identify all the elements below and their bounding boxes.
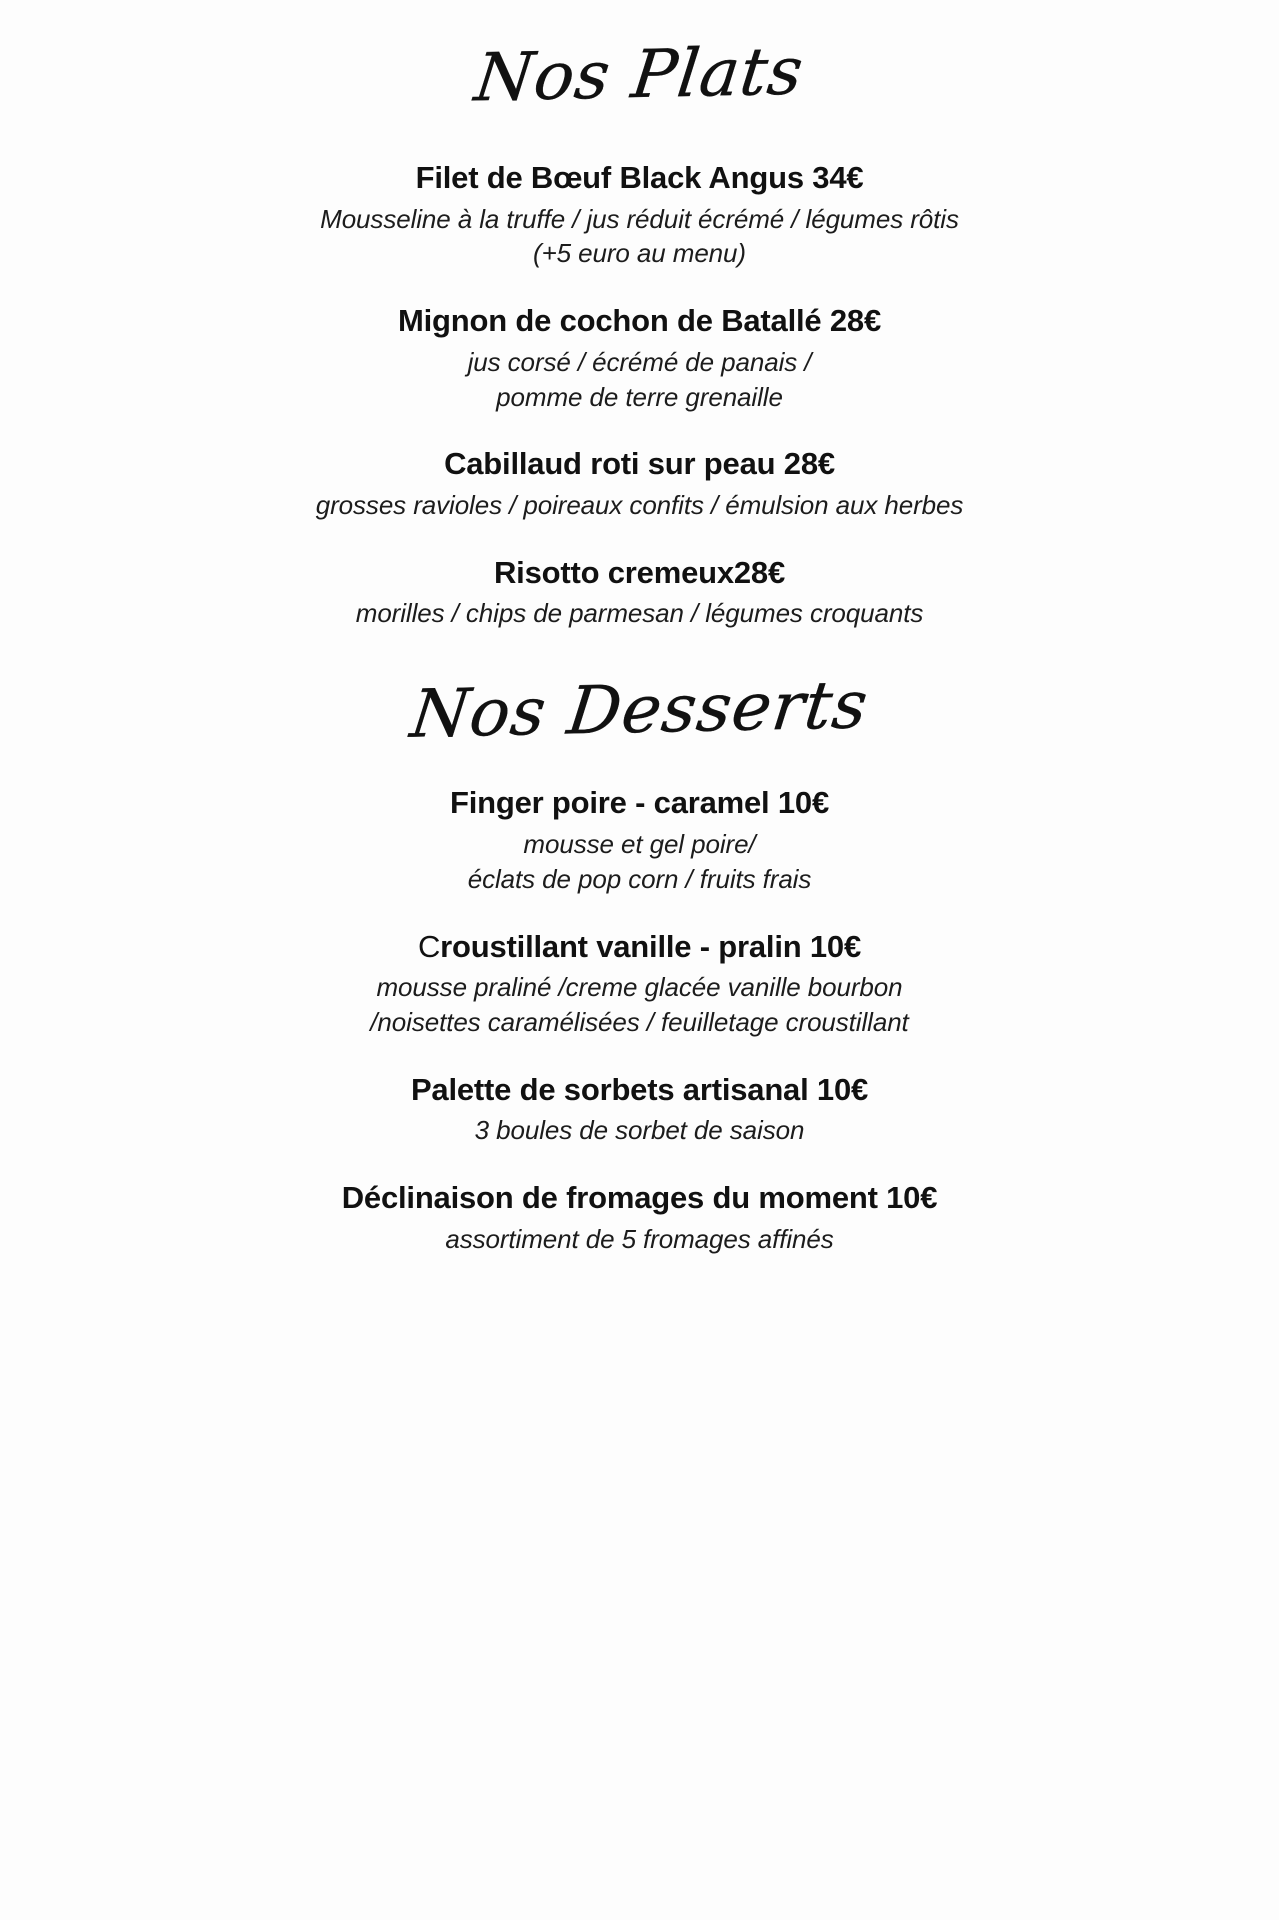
menu-item-title: Palette de sorbets artisanal 10€ xyxy=(410,1071,869,1107)
menu-item xyxy=(0,446,1279,522)
desserts-items-group xyxy=(0,785,1279,1256)
section-heading-desserts: Nos Desserts xyxy=(406,666,873,754)
menu-item-description-line: morilles / chips de parmesan / légumes croquants xyxy=(355,598,924,629)
menu-item-title: Déclinaison de fromages du moment 10€ xyxy=(341,1180,938,1216)
plats-items-group xyxy=(0,160,1279,631)
menu-item-description-line: grosses ravioles / poireaux confits / émulsion aux herbes xyxy=(315,490,964,521)
menu-item-description-line: jus corsé / écrémé de panais / xyxy=(467,346,812,377)
menu-item-title-lead-letter: C xyxy=(417,928,441,964)
menu-item-description-line: Mousseline à la truffe / jus réduit écrémé / légumes rôtis xyxy=(320,203,959,234)
menu-item xyxy=(0,785,1279,896)
menu-item-description-line: mousse et gel poire/ xyxy=(523,828,756,859)
menu-item-title-rest: roustillant vanille - pralin 10€ xyxy=(440,928,862,964)
menu-item-description-line: éclats de pop corn / fruits frais xyxy=(467,863,812,894)
menu-item-title: Finger poire - caramel 10€ xyxy=(449,785,829,821)
menu-item-description-line: (+5 euro au menu) xyxy=(533,238,746,269)
menu-item xyxy=(0,555,1279,631)
menu-item xyxy=(0,160,1279,271)
menu-item-description-line: mousse praliné /creme glacée vanille bourbon xyxy=(376,972,903,1003)
menu-item-title xyxy=(418,929,861,966)
menu-item-title: Risotto cremeux28€ xyxy=(493,554,786,590)
menu-item xyxy=(0,929,1279,1040)
menu-item-title: Filet de Bœuf Black Angus 34€ xyxy=(415,160,864,195)
menu-item-description-line: /noisettes caramélisées / feuilletage croustillant xyxy=(370,1006,909,1037)
section-heading-plats: Nos Plats xyxy=(471,32,808,117)
menu-item xyxy=(0,1180,1279,1256)
menu-item xyxy=(0,303,1279,414)
menu-item xyxy=(0,1072,1279,1148)
menu-item-description-line: assortiment de 5 fromages affinés xyxy=(445,1223,834,1254)
menu-item-description-line: pomme de terre grenaille xyxy=(496,381,783,412)
menu-item-title: Mignon de cochon de Batallé 28€ xyxy=(397,303,881,339)
menu-item-title: Cabillaud roti sur peau 28€ xyxy=(444,446,835,482)
menu-item-description-line: 3 boules de sorbet de saison xyxy=(474,1115,805,1146)
